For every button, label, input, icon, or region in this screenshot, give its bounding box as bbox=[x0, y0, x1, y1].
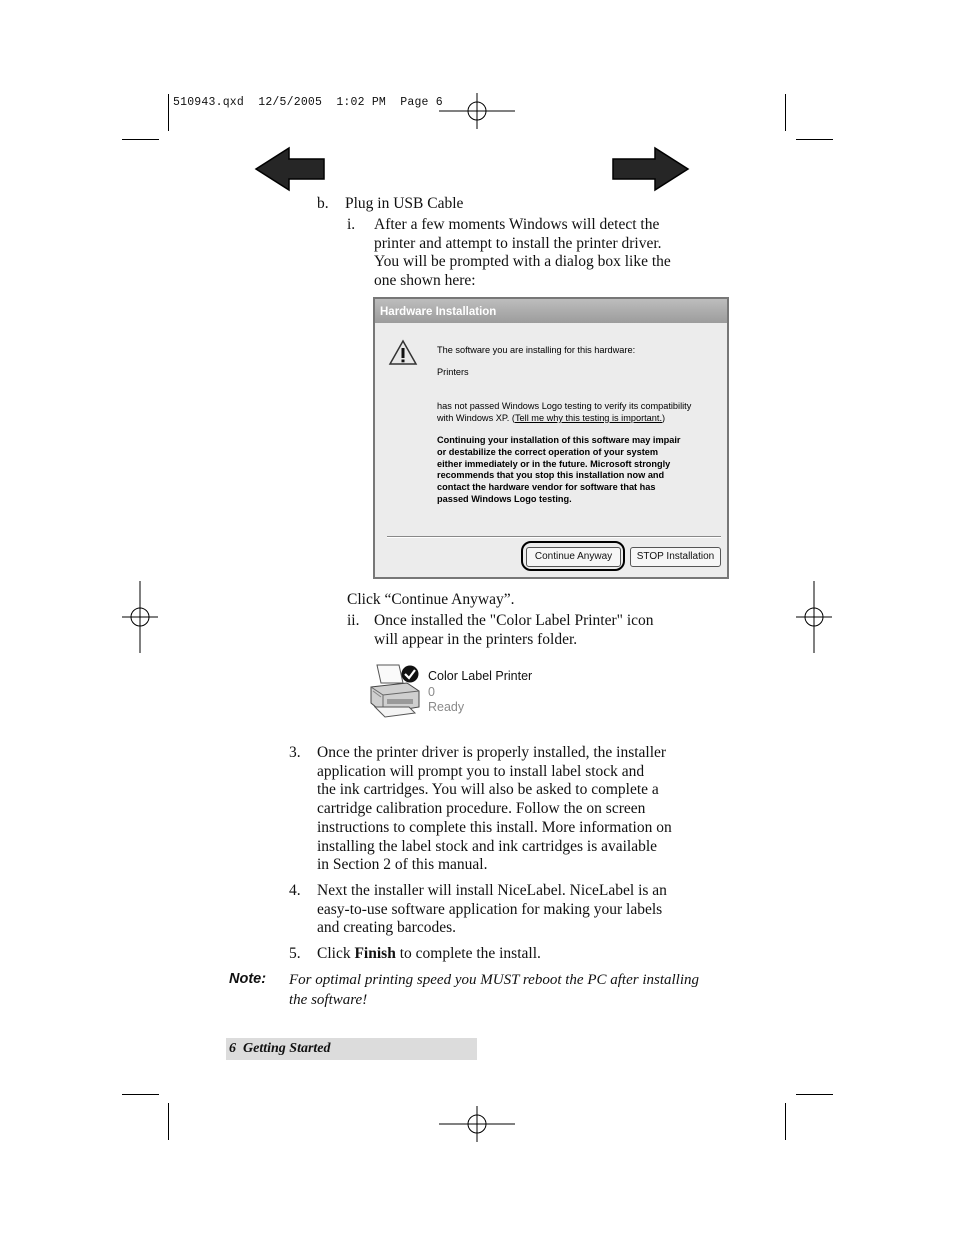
registration-mark-top bbox=[437, 91, 517, 131]
note-label: Note: bbox=[229, 971, 267, 987]
arrow-left-icon[interactable] bbox=[253, 145, 327, 193]
dialog-separator bbox=[387, 536, 721, 538]
step-i-marker: i. bbox=[347, 216, 356, 233]
printer-count: 0 bbox=[428, 685, 435, 699]
dialog-warning-text: Continuing your installation of this software may impair or destabilize the correct operation of your system either immediately or in the future. Microsoft strongly recommends that you stop this installation now and contact the hardware vendor for software that has passed Windows Logo testing. bbox=[437, 435, 681, 504]
step-b-text: Plug in USB Cable bbox=[345, 195, 464, 212]
dialog-title: Hardware Installation bbox=[375, 299, 727, 323]
step-i-text: After a few moments Windows will detect the printer and attempt to install the printer driver. You will be prompted with a dialog box like the one shown here: bbox=[374, 216, 671, 290]
registration-mark-bottom bbox=[437, 1104, 517, 1144]
printer-name: Color Label Printer bbox=[428, 669, 533, 683]
printer-status: Ready bbox=[428, 700, 465, 714]
dialog-line1: The software you are installing for this hardware: bbox=[437, 345, 636, 355]
step-ii-text: Once installed the "Color Label Printer" icon will appear in the printers folder. bbox=[374, 612, 654, 648]
registration-mark-left bbox=[120, 579, 160, 655]
file-slug: 510943.qxd 12/5/2005 1:02 PM Page 6 bbox=[173, 96, 443, 109]
stop-installation-button[interactable]: STOP Installation bbox=[630, 547, 721, 567]
footer-bar bbox=[226, 1038, 477, 1060]
tell-me-why-link[interactable]: Tell me why this testing is important. bbox=[514, 412, 663, 423]
step-4-marker: 4. bbox=[289, 882, 301, 899]
dialog-device: Printers bbox=[437, 367, 469, 377]
registration-mark-right bbox=[794, 579, 834, 655]
step-3-text: Once the printer driver is properly installed, the installer application will prompt you to install label stock and the ink cartridges. You will also be asked to complete a cartridge calibration procedure. Follow the on screen instructions to complete this install. More information on installing the label stock and ink cartridges is available in Section 2 of this manual. bbox=[317, 744, 672, 874]
continue-anyway-button[interactable]: Continue Anyway bbox=[526, 547, 621, 567]
note-text: For optimal printing speed you MUST reboot the PC after installing the software! bbox=[289, 972, 699, 1008]
step-5-marker: 5. bbox=[289, 945, 301, 962]
step-b-marker: b. bbox=[317, 195, 329, 212]
hardware-installation-dialog bbox=[373, 297, 729, 579]
checkmark-icon bbox=[400, 664, 420, 684]
warning-icon bbox=[388, 339, 418, 367]
step-ii-marker: ii. bbox=[347, 612, 360, 629]
step-5-text: Click Finish to complete the install. bbox=[317, 945, 541, 962]
arrow-right-icon[interactable] bbox=[611, 145, 691, 193]
step-4-text: Next the installer will install NiceLabel. NiceLabel is an easy-to-use software application for making your labels and creating barcodes. bbox=[317, 882, 667, 937]
dialog-logo-text: has not passed Windows Logo testing to verify its compatibility with Windows XP. (Tell me why this testing is important.) bbox=[437, 401, 692, 423]
step-3-marker: 3. bbox=[289, 744, 301, 761]
click-continue-note: Click “Continue Anyway”. bbox=[347, 591, 515, 608]
footer-text: 6 Getting Started bbox=[229, 1041, 331, 1056]
